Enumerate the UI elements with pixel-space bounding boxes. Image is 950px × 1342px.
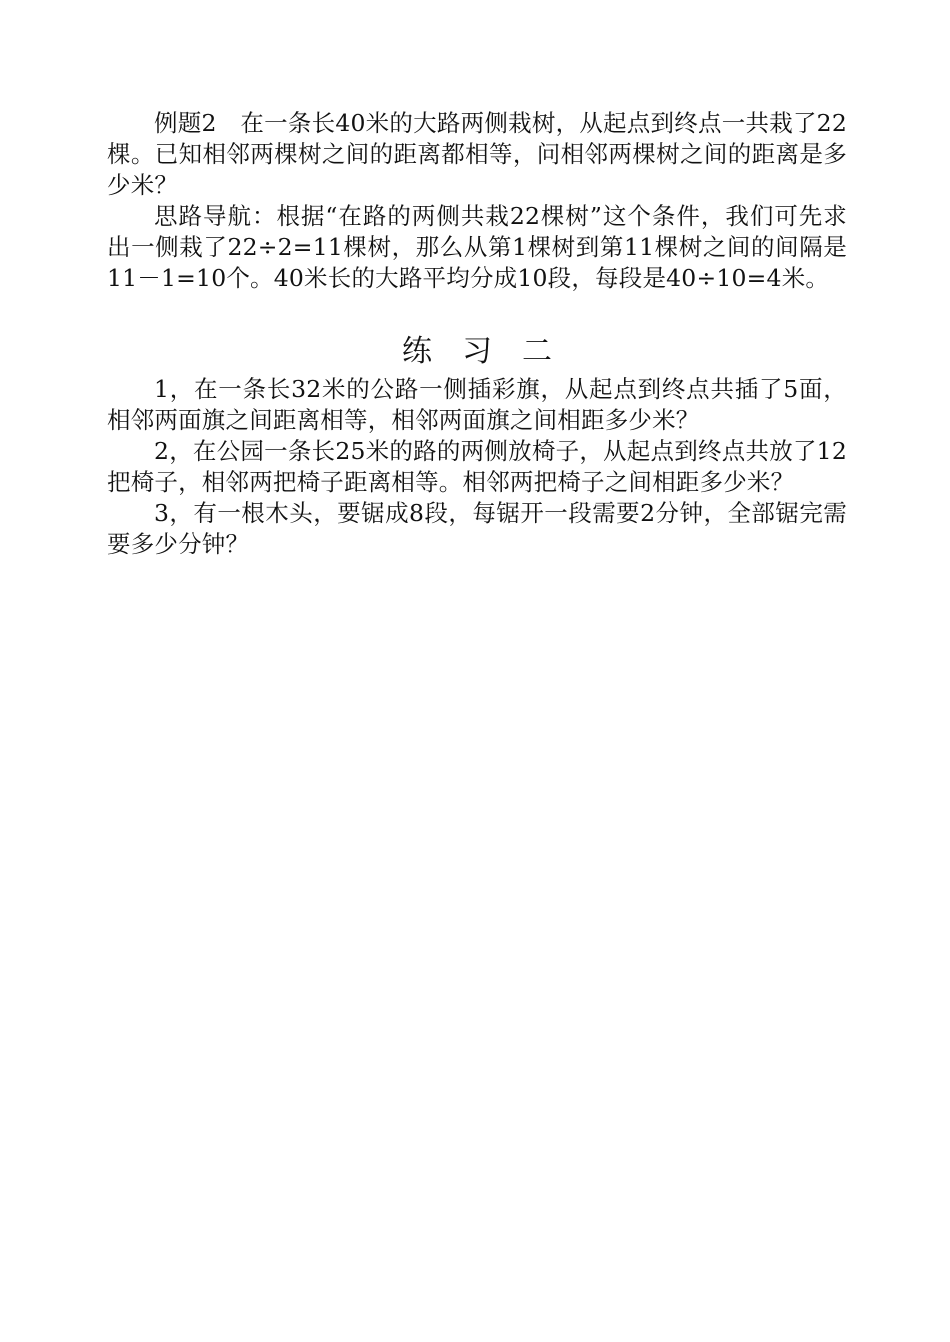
exercise-item-1: 1，在一条长32米的公路一侧插彩旗，从起点到终点共插了5面，相邻两面旗之间距离相等，相邻两面旗之间相距多少米？ (107, 375, 847, 434)
exercise-title: 练习二 (402, 334, 582, 369)
example-hint: 思路导航：根据“在路的两侧共栽22棵树”这个条件，我们可先求出一侧栽了22÷2=11棵树，那么从第1棵树到第11棵树之间的间隔是11－1=10个。40米长的大路平均分成10段，每段是40÷10=4米。 (107, 202, 847, 292)
document-page (107, 108, 847, 560)
example-problem: 例题2 在一条长40米的大路两侧栽树，从起点到终点一共栽了22棵。已知相邻两棵树之间的距离都相等，问相邻两棵树之间的距离是多少米？ (107, 109, 847, 199)
exercise-item-3: 3，有一根木头，要锯成8段，每锯开一段需要2分钟，全部锯完需要多少分钟？ (107, 499, 847, 558)
exercise-item-2: 2，在公园一条长25米的路的两侧放椅子，从起点到终点共放了12把椅子，相邻两把椅子距离相等。相邻两把椅子之间相距多少米？ (107, 437, 847, 496)
